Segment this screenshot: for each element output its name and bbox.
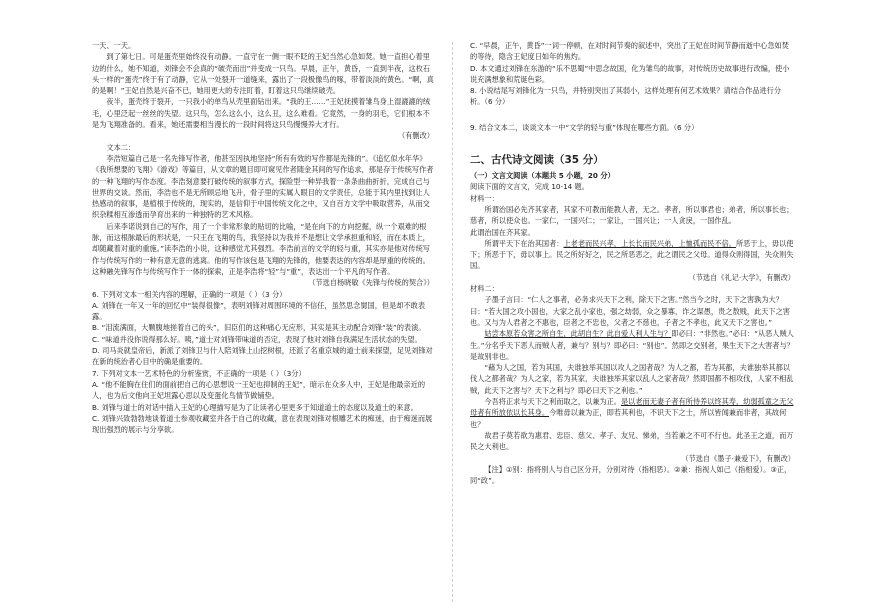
source-note: （有删改）	[398, 131, 434, 141]
paragraph: 夜半，蛋壳终于裂开，一只我小的单鸟从壳里面钻出来。“我的王……”王妃抚摸着雏鸟身上湿漉漉的绒毛，心里泛起一丝丝的失望。这只鸟，怎么这么小，这么丑，这么难看。它竟然，一身的羽毛，它们根本不是为飞翔准备的。看来，她还需要相当漫长的一段时间将这只鸟慢慢养大才行。	[92, 97, 431, 130]
question-7: 7. 下列对文本一艺术特色的分析鉴赏，不正确的一项是（ ）（3分）	[92, 368, 306, 378]
question-8: 8. 小说结尾写刘锋化为一只鸟，并特别突出了其弱小，这样处理有何艺术效果？请结合作品进行分析。（6 分）	[470, 86, 782, 107]
paragraph: 此谓治国在齐其家。	[470, 227, 535, 237]
underlined-sentence: 是以老而无妻子者有所侍养以终其寿，幼弱孤童之无父母者有所放依以长其身。	[470, 397, 794, 418]
footnote: 【注】①别：指将别人与自己区分开，分别对待（指相恶）。②兼：指视人如己（指相爱）。③正，同“政”。	[470, 464, 792, 486]
source-note: （节选自《墨子·兼爱下》，有删改）	[681, 453, 795, 463]
material-label: 材料一：	[470, 193, 499, 203]
source-note: （节选自杨晓敏《先锋与传统的契合》）	[308, 278, 434, 288]
answer-space	[470, 108, 795, 122]
left-column	[92, 40, 434, 435]
paragraph	[470, 396, 795, 430]
source-note: （节选自《礼记·大学》，有删改）	[688, 272, 795, 282]
option: C. “早晨，正午，黄昏”一词一停顿，在对时间节奏的叙述中，突出了王妃在时间节静而逝中心急如焚的等待，隐含王妃度日如年的焦灼。	[470, 41, 789, 62]
option: A. “他不能胸在住们的面前把自己的心思想说一王妃也抑制的王妃”，暗示在众多人中，王妃是他最亲近的人，也为后文他向王妃坦露心思以及变蛋化鸟情节做铺垫。	[92, 379, 426, 401]
paragraph: 李浩短篇自己是一名先锋写作者，他甚至因执地坚持“所有有效的写作都是先锋的”。《追忆似水年华》《我所想要的飞翔》《游戏》等篇目，从文章的题目即可窥见作者随金其间的写作追求，那是存于传统写作者的一种飞翔的写作态度。李浩刻意要打破传统的叙事方式，探险型一种异我着一条条曲曲折折，完成自己与世界的交谈。然而，李浩也不是无所顾忌地飞升，骨子里的实属人眼目的文学责任，总能于其内里找到让人热感动的叙事，是植根于传统的，现实的，是信仰于中国传统文化之中，又自百方文学中吸取营养，从而交织杂糅相互渗透而孕育出来的一种独特的艺术风格。	[92, 153, 434, 220]
text-span: 今唯毋以兼为正，即若其利也，不识天下之士，所以皆闻兼而非者，其故何也？	[470, 408, 787, 429]
question-9: 9. 结合文本二，谈谈文本一中“文学的轻与重”体现在哪些方面。（6 分）	[470, 122, 699, 132]
option: A. 刘锋在一年又一年的回忆中“装得很像”，表明刘锋对周围环境的不信任，虽然思念舅国，但是却不敢表露。	[92, 300, 426, 322]
section-title: 二、古代诗文阅读（35 分）	[470, 154, 604, 167]
column-divider	[452, 42, 453, 602]
underlined-sentence: 姑尝本原若众害之所自生，此胡自生？此自爱人利人生与？	[484, 329, 672, 339]
subsection-title: （一）文言文阅读（本题共 5 小题，20 分）	[470, 171, 615, 181]
text-span: 所恶于上，毋以使下；所恶于下，毋以事上。民之所好好之，民之所恶恶之，此之谓民之父母。道得众则得国，失众则失国。	[470, 238, 794, 271]
text-span: 今吾将正求与天下之利而取之，以兼为正。	[484, 397, 621, 407]
answer-space	[470, 133, 795, 147]
text-heading: 文本二：	[106, 142, 136, 152]
paragraph: 后来李诺说到自己的写作，用了一个非常形象的贴切的比喻，“是在向下的方向挖掘，纵一个艰难的根脉，而这根脉最后的形状是，一只王在飞翔的鸟，我坚持以为我并不是想让文学承担重和轻，而在本质上，却随藏着对重的重施。”读李浩的小说，这种感觉尤其强烈。李浩前言的文学的轻与重，其实亦是他对传统写作与传统写作的一种有意无意的逃离。他的写作该包是飞翔的先锋的，他要表达的内容却是厚重的传统的。这种融先锋写作与传统写作于一体的探索，正是李浩将“轻”与“重”，表达出一个平凡的写作者。	[92, 221, 430, 276]
question-6: 6. 下列对文本一相关内容的理解，正确的一项是（ ）（3 分）	[92, 289, 287, 299]
paragraph	[470, 238, 795, 272]
paragraph: 子墨子言曰：“仁人之事者，必务求兴天下之利，除天下之害。”然当今之时，天下之害孰为大？曰：“若大国之攻小国也，大家之乱小家也，强之劫弱，众之暴寡，诈之谋愚，贵之敖贱，此天下之害也。又与为人君者之不惠也，臣者之不忠也，父者之不慈也，子者之不孝也，此又天下之害也。”	[470, 295, 790, 327]
paragraph: 故君子莫若欲为惠君、忠臣、慈父、孝子、友兄、悌弟，当若兼之不可不行也。此圣王之道，而万民之大利也。	[470, 430, 794, 452]
right-column	[470, 40, 795, 486]
text-line: 一天、一天。	[92, 41, 136, 50]
paragraph: “藉为人之国，若为其国，夫谁独举其国以攻人之国者哉？为人之都，若为其都，夫谁独举其都以伐人之都者哉？为人之家，若为其家，夫谁独举其家以乱人之家者哉？然即国都不相攻伐，人家不相乱贼，此天下之害与？天下之利与？即必曰天下之利也。”	[470, 363, 794, 395]
instruction: 阅读下面的文言文，完成 10-14 题。	[470, 182, 589, 192]
option: D. 本文通过刘锋在东游的“乐不思蜀”中思念故国，化为雏鸟的故事，对传统历史故事进行改编，使小说充满想象和荒诞色彩。	[470, 63, 790, 84]
paragraph: 到了第七日。可是蛋壳里始终没有动静。一直守在一侧一眼不眨的王妃当然心急如焚。她一直担心着里边的什么，她不知道，刘锋会不会真的“破壳而出”并变成一只鸟。早晨，正午，黄昏，一直到半夜，这枚石头一样的“蛋壳”终于有了动静，它从一处裂开一道缝来，露出了一段极像鸟的啄，带着淡淡的黄色。“啊，真的是啊！”王妃自然是兴奋不已，她用更大的专注盯着，盯着这只鸟继续破壳。	[92, 52, 434, 96]
text-span: 即必曰：“非然也。”必曰：“从恶人贼人生。”分名乎天下恶人而贼人者，兼与？别与？即必曰：“别也”。然即之交别者，果生天下之大害者与？是故别非也。	[470, 329, 794, 361]
text-span: 所谓平天下在治其国者：	[484, 238, 564, 248]
option: C. “味道并没你说得那么好。咦，”道士对刘锋带味道的否定，表现了他对刘锋自我满足生活状态的失望。	[92, 334, 422, 344]
option: D. 司马炎就皇帝后，新派了刘锋卫与什人陪刘锋上山挖树根，还派了名重京城的道士前来探望，足见刘锋对在新的统治者心目中的确是重要的。	[92, 346, 433, 367]
paragraph: 所谓治国必先齐其家者，其家不可教而能教人者，无之。孝者，所以事君也；弟者，所以事长也；慈者，所以使众也。一家仁，一国兴仁；一家让，一国兴让；一人贪戾，一国作乱。	[470, 204, 794, 226]
material-label: 材料二：	[470, 284, 499, 294]
option: B. 刘锋与道士的对话中插入王妃的心理描写是为了让读者心里更多于知道道士的态度以及道士的来意。	[92, 402, 418, 412]
underlined-sentence: 上老老而民兴孝，上长长而民兴弟，上恤孤而民不倍。	[563, 238, 736, 248]
paragraph	[470, 328, 795, 362]
option: B. “泪流满面，大颗腹地搓着自己的头”，旧臣们的这种痛心无应形，其实是其主动配合刘锋“装”的表演。	[92, 323, 426, 333]
option: C. 刘锋兴致勃勃地谈着道士参观收藏室并各于自己的收藏，意在表现刘锋对根雕艺术的痴迷，由于痴迷而展现出强烈的展示与分享欲。	[92, 413, 433, 435]
